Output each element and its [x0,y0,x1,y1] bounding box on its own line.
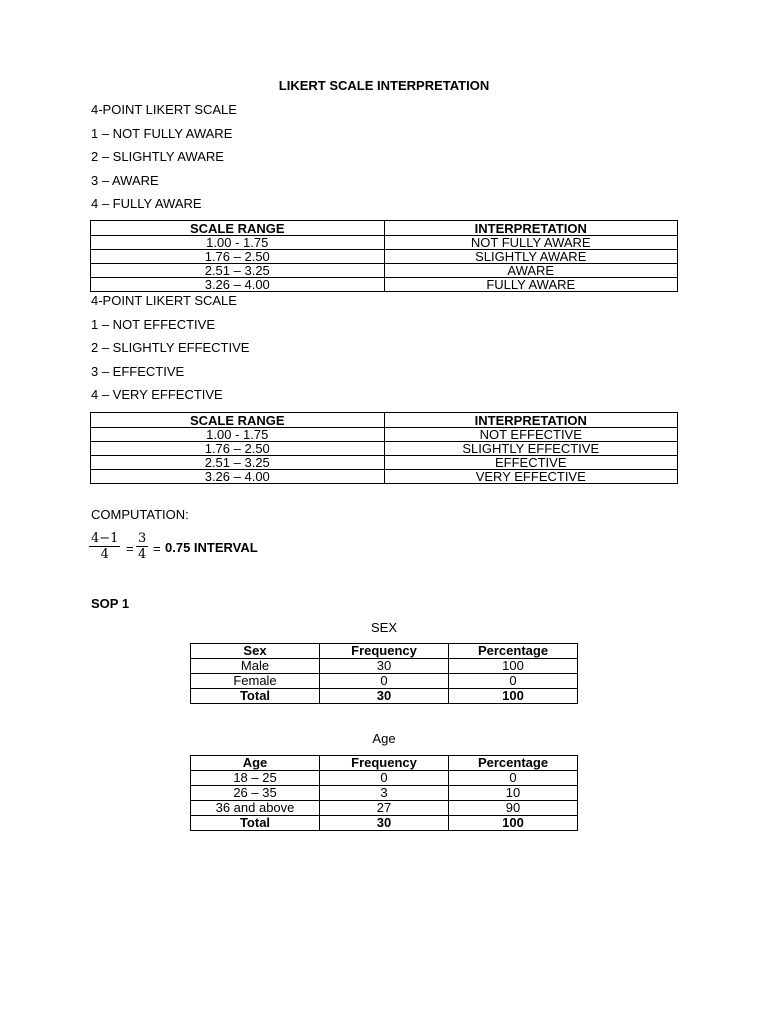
cell-interpretation: EFFECTIVE [384,456,678,470]
header-interpretation: INTERPRETATION [384,221,678,236]
cell-frequency: 0 [320,771,449,786]
age-table-caption: Age [372,731,396,746]
cell-interpretation: FULLY AWARE [384,278,678,292]
cell-scale-range: 1.76 – 2.50 [91,250,385,264]
table-header-row [191,644,578,659]
effectiveness-scale-table [90,412,678,484]
table-row [91,250,678,264]
cell-age: 18 – 25 [191,771,320,786]
cell-total-frequency: 30 [320,689,449,704]
table-header-row [91,221,678,236]
effectiveness-heading: 4-POINT LIKERT SCALE [91,293,237,308]
fraction-1 [89,532,120,562]
table-row [191,786,578,801]
cell-age: 36 and above [191,801,320,816]
cell-total-label: Total [191,689,320,704]
table-header-row [91,413,678,428]
table-row [191,771,578,786]
table-row [91,264,678,278]
cell-scale-range: 3.26 – 4.00 [91,278,385,292]
cell-scale-range: 2.51 – 3.25 [91,264,385,278]
cell-total-frequency: 30 [320,816,449,831]
page-title: LIKERT SCALE INTERPRETATION [278,78,490,93]
awareness-point-4: 4 – FULLY AWARE [91,196,202,211]
awareness-point-3: 3 – AWARE [91,173,159,188]
table-header-row [191,756,578,771]
age-table [190,755,578,831]
table-row [191,801,578,816]
awareness-point-2: 2 – SLIGHTLY AWARE [91,149,224,164]
cell-percentage: 0 [449,771,578,786]
cell-scale-range: 2.51 – 3.25 [91,456,385,470]
cell-percentage: 0 [449,674,578,689]
equals-sign-1: = [126,541,134,556]
fraction-1-denominator: 4 [100,547,109,562]
cell-total-label: Total [191,816,320,831]
effectiveness-point-3: 3 – EFFECTIVE [91,364,185,379]
cell-interpretation: NOT EFFECTIVE [384,428,678,442]
fraction-2 [136,532,148,562]
cell-percentage: 100 [449,659,578,674]
header-frequency: Frequency [320,644,449,659]
cell-scale-range: 1.00 - 1.75 [91,236,385,250]
cell-interpretation: NOT FULLY AWARE [384,236,678,250]
header-sex: Sex [191,644,320,659]
header-age: Age [191,756,320,771]
computation-label: COMPUTATION: [91,507,189,522]
table-row [91,428,678,442]
table-row [91,470,678,484]
equals-sign-2: = [153,541,161,556]
header-scale-range: SCALE RANGE [91,413,385,428]
table-row [191,674,578,689]
cell-percentage: 10 [449,786,578,801]
cell-interpretation: AWARE [384,264,678,278]
cell-frequency: 30 [320,659,449,674]
fraction-1-numerator: 4−1 [91,531,119,546]
header-interpretation: INTERPRETATION [384,413,678,428]
computation-result: 0.75 INTERVAL [165,540,258,555]
cell-sex: Female [191,674,320,689]
cell-total-percentage: 100 [449,689,578,704]
header-frequency: Frequency [320,756,449,771]
sex-table-caption: SEX [370,620,397,635]
cell-interpretation: SLIGHTLY EFFECTIVE [384,442,678,456]
cell-interpretation: SLIGHTLY AWARE [384,250,678,264]
table-row [91,236,678,250]
cell-frequency: 27 [320,801,449,816]
cell-frequency: 0 [320,674,449,689]
header-percentage: Percentage [449,756,578,771]
effectiveness-point-1: 1 – NOT EFFECTIVE [91,317,216,332]
fraction-2-denominator: 4 [138,547,147,562]
table-row [191,659,578,674]
header-scale-range: SCALE RANGE [91,221,385,236]
sop-heading: SOP 1 [91,596,130,611]
effectiveness-point-4: 4 – VERY EFFECTIVE [91,387,223,402]
cell-scale-range: 1.00 - 1.75 [91,428,385,442]
cell-interpretation: VERY EFFECTIVE [384,470,678,484]
effectiveness-point-2: 2 – SLIGHTLY EFFECTIVE [91,340,250,355]
table-total-row [191,689,578,704]
header-percentage: Percentage [449,644,578,659]
cell-scale-range: 3.26 – 4.00 [91,470,385,484]
awareness-point-1: 1 – NOT FULLY AWARE [91,126,233,141]
fraction-2-numerator: 3 [138,531,147,546]
cell-frequency: 3 [320,786,449,801]
table-row [91,278,678,292]
awareness-scale-table [90,220,678,292]
awareness-heading: 4-POINT LIKERT SCALE [91,102,237,117]
cell-scale-range: 1.76 – 2.50 [91,442,385,456]
cell-age: 26 – 35 [191,786,320,801]
cell-sex: Male [191,659,320,674]
table-row [91,456,678,470]
cell-percentage: 90 [449,801,578,816]
sex-table [190,643,578,704]
cell-total-percentage: 100 [449,816,578,831]
table-row [91,442,678,456]
table-total-row [191,816,578,831]
